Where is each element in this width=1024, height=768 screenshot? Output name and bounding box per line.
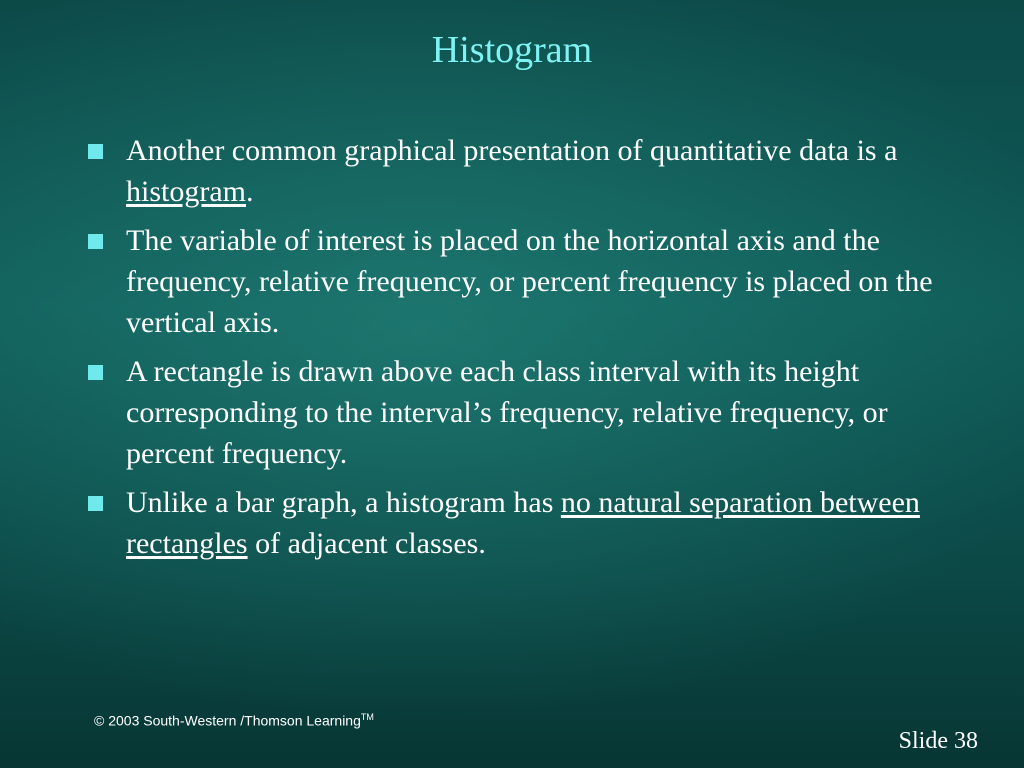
bullet-text-part: Another common graphical presentation of quantitative data is a — [126, 134, 898, 167]
copyright-text: © 2003 South-Western /Thomson Learning — [94, 712, 361, 729]
bullet-text-part: Unlike a bar graph, a histogram has — [126, 486, 561, 519]
underlined-phrase: no natural separation between rectangles — [126, 486, 920, 560]
underlined-term: histogram — [126, 175, 246, 208]
square-bullet-icon — [88, 365, 103, 380]
copyright-footer — [94, 712, 374, 729]
bullet-item — [84, 130, 944, 212]
square-bullet-icon — [88, 234, 103, 249]
bullet-item — [84, 482, 944, 564]
bullet-item — [84, 351, 944, 474]
slide-number: Slide 38 — [898, 728, 978, 754]
bullet-item — [84, 220, 944, 343]
square-bullet-icon — [88, 496, 103, 511]
trademark-mark: TM — [360, 712, 374, 722]
bullet-list — [84, 130, 944, 572]
bullet-text: The variable of interest is placed on the horizontal axis and the frequency, relative frequency, or percent frequency is placed on the vertical axis. — [126, 224, 933, 339]
bullet-text-part: of adjacent classes. — [247, 527, 486, 560]
bullet-text: A rectangle is drawn above each class interval with its height corresponding to the interval’s frequency, relative frequency, or percent frequency. — [126, 355, 888, 470]
bullet-text-part: . — [246, 175, 254, 208]
square-bullet-icon — [88, 144, 103, 159]
slide-title: Histogram — [431, 29, 593, 71]
